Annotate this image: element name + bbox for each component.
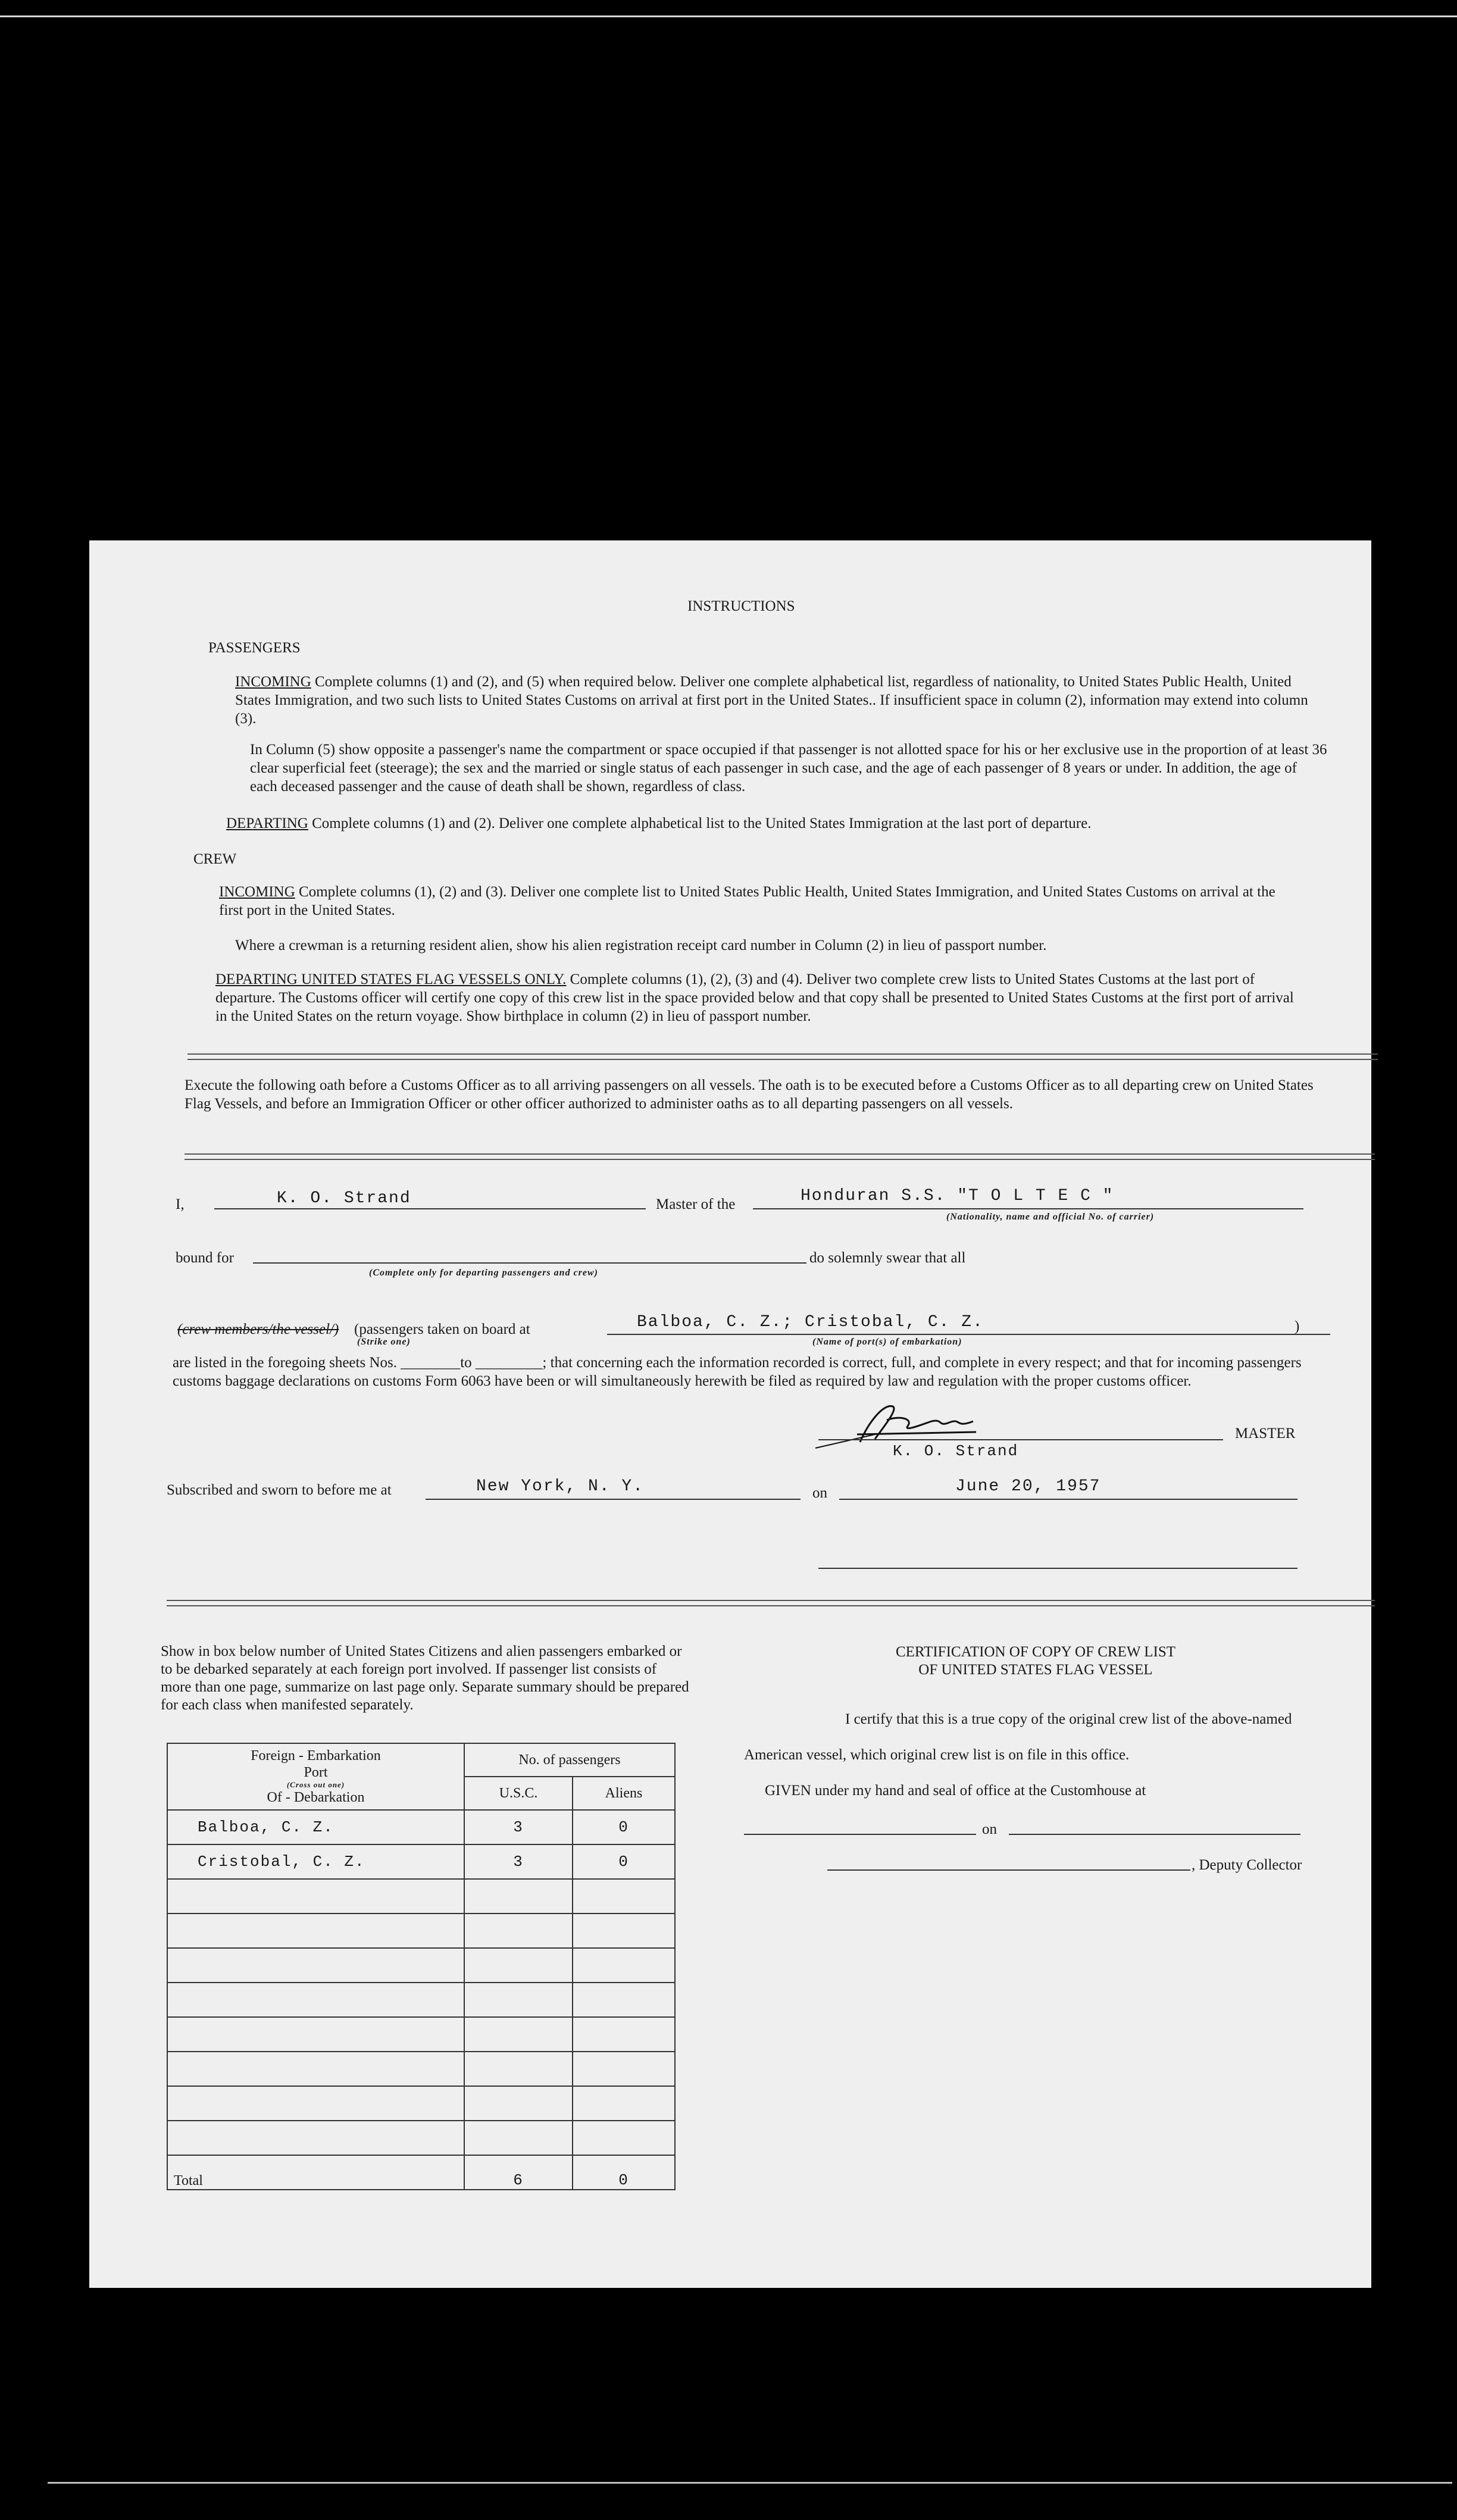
certification-title-2: OF UNITED STATES FLAG VESSEL [918,1662,1153,1678]
customhouse-line [744,1834,976,1835]
sworn-date-line [839,1499,1297,1500]
aliens-cell: 0 [573,1810,675,1844]
swear-text: do solemnly swear that all [809,1250,966,1266]
usc-cell [464,1879,573,1914]
table-row [167,1983,675,2017]
total-usc: 6 [464,2155,573,2190]
blank-signature-line [818,1568,1297,1569]
port-cell: Balboa, C. Z. [167,1810,464,1844]
port-cell [167,2086,464,2121]
passengers-taken-text: (passengers taken on board at [354,1321,530,1337]
sworn-date: June 20, 1957 [955,1477,1101,1496]
port-header-line-2: Port [304,1765,328,1780]
port-cell [167,1914,464,1948]
embarkation-line [607,1334,1330,1335]
certification-text-3: GIVEN under my hand and seal of office at the Customhouse at [765,1783,1146,1799]
flag-vessels-text: Complete columns (1), (2), (3) and (4). Deliver two complete crew lists to United States Customs at the last port of departure. The Customs officer will certify one copy of this crew list in the space provided below and that copy shall be presented to United States Customs at the first port of arrival in the United States on the return voyage. Show birthplace in column (2) in lieu of passport number. [215,971,1294,1024]
table-row [167,1948,675,1983]
document-page [89,540,1371,2288]
aliens-cell [573,2121,675,2155]
table-row [167,1810,675,1844]
usc-cell [464,2121,573,2155]
film-edge-top [0,15,1457,17]
usc-cell: 3 [464,1844,573,1879]
certification-on-label: on [982,1821,997,1837]
ports-caption: (Name of port(s) of embarkation) [812,1337,962,1347]
deputy-collector-label: , Deputy Collector [1192,1857,1302,1873]
usc-cell [464,2052,573,2086]
aliens-cell [573,2017,675,2052]
flag-vessels-paragraph [215,970,1308,1025]
crewman-paragraph: Where a crewman is a returning resident alien, show his alien registration receipt card number in Column (2) in lieu of passport number. [235,937,1047,953]
port-column-header [167,1743,464,1810]
certification-text-2: American vessel, which original crew list is on file in this office. [744,1747,1130,1763]
port-cell [167,1879,464,1914]
struck-crew-text: (crew members/the vessel/) [177,1321,339,1337]
usc-cell [464,1914,573,1948]
port-header-line-3: Of - Debarkation [267,1790,365,1805]
master-of-label: Master of the [656,1196,736,1212]
port-cell [167,2121,464,2155]
table-row [167,2052,675,2086]
usc-cell [464,1983,573,2017]
usc-cell [464,1948,573,1983]
strike-caption: (Strike one) [357,1337,411,1347]
table-row [167,2017,675,2052]
incoming-text: Complete columns (1) and (2), and (5) when required below. Deliver one complete alphabetical list, regardless of nationality, to United States Public Health, United States Immigration, and two such lists to United States Customs on arrival at first port in the United States.. If insufficient space in column (2), information may extend into column (3). [235,674,1308,727]
sworn-place-line [426,1499,801,1500]
crew-heading: CREW [193,851,237,867]
passengers-column-header: No. of passengers [464,1743,675,1777]
listed-text: are listed in the foregoing sheets Nos. ________to _________; that concerning each the information recorded is correct, full, and complete in every respect; and that for incoming passengers customs baggage declarations on customs Form 6063 have been or will simultaneously herewith be filed as required by law and regulation with the proper customs officer. [173,1355,1302,1389]
table-row [167,1914,675,1948]
flag-vessels-label: DEPARTING UNITED STATES FLAG VESSELS ONLY. [215,971,567,987]
usc-cell [464,2017,573,2052]
vessel-caption: (Nationality, name and official No. of carrier) [946,1212,1155,1222]
crew-incoming-text: Complete columns (1), (2) and (3). Deliver one complete list to United States Public Health, United States Immigration, and United States Customs on arrival at the first port in the United States. [219,884,1275,918]
port-cell [167,2052,464,2086]
aliens-column-header: Aliens [573,1777,675,1810]
crew-incoming-paragraph [219,883,1290,920]
master-label: MASTER [1235,1425,1296,1442]
aliens-cell [573,1914,675,1948]
table-row [167,2086,675,2121]
passengers-incoming-paragraph [235,673,1324,728]
cross-out-caption: (Cross out one) [286,1780,345,1789]
bound-for-label: bound for [176,1250,234,1266]
passenger-summary-table [167,1743,676,2190]
subscribed-label: Subscribed and sworn to before me at [167,1482,392,1498]
embarkation-ports: Balboa, C. Z.; Cristobal, C. Z. [637,1313,984,1331]
table-row [167,1844,675,1879]
port-cell [167,2017,464,2052]
certification-title-1: CERTIFICATION OF COPY OF CREW LIST [895,1644,1176,1660]
divider [185,1153,1375,1160]
bound-for-caption: (Complete only for departing passengers and crew) [369,1268,598,1278]
aliens-cell [573,2052,675,2086]
aliens-cell [573,1948,675,1983]
i-label: I, [176,1196,185,1212]
instructions-title: INSTRUCTIONS [687,598,795,614]
bound-for-line [253,1262,806,1264]
port-cell [167,1948,464,1983]
master-name: K. O. Strand [277,1189,411,1208]
passengers-departing-paragraph [226,814,1327,833]
usc-cell: 3 [464,1810,573,1844]
table-row [167,1879,675,1914]
departing-text: Complete columns (1) and (2). Deliver one complete alphabetical list to the United States Immigration at the last port of departure. [312,815,1092,831]
table-row [167,2121,675,2155]
crew-incoming-label: INCOMING [219,884,295,900]
usc-column-header: U.S.C. [464,1777,573,1810]
close-paren: ) [1295,1318,1300,1334]
divider [187,1053,1378,1060]
port-cell: Cristobal, C. Z. [167,1844,464,1879]
certification-text-1: I certify that this is a true copy of the original crew list of the above-named [845,1711,1292,1727]
port-header-line-1: Foreign - Embarkation [251,1748,381,1764]
oath-intro: Execute the following oath before a Customs Officer as to all arriving passengers on all vessels. The oath is to be executed before a Customs Officer as to all departing crew on United States Flag Vessels, and before an Immigration Officer or other officer authorized to administer oaths as to all departing passengers on all vessels. [185,1077,1314,1112]
signature-typed-name: K. O. Strand [893,1442,1019,1460]
deputy-collector-line [827,1869,1190,1871]
aliens-cell [573,1879,675,1914]
aliens-cell [573,2086,675,2121]
total-aliens: 0 [573,2155,675,2190]
sworn-place: New York, N. Y. [476,1477,645,1496]
passengers-heading: PASSENGERS [208,640,301,656]
master-signature-line [818,1439,1223,1440]
certification-date-line [1009,1834,1300,1835]
vessel-name: Honduran S.S. "T O L T E C " [801,1187,1114,1205]
total-label: Total [167,2155,464,2190]
summary-intro: Show in box below number of United States Citizens and alien passengers embarked or to be debarked separately at each foreign port involved. If passenger list consists of more than one page, summarize on last page only. Separate summary should be prepared for each class when manifested separately. [161,1643,689,1713]
port-cell [167,1983,464,2017]
master-name-line [214,1208,646,1209]
vessel-line [753,1208,1303,1209]
departing-label: DEPARTING [226,815,308,831]
aliens-cell: 0 [573,1844,675,1879]
usc-cell [464,2086,573,2121]
divider [167,1600,1375,1606]
sworn-on-label: on [812,1485,827,1501]
column5-paragraph: In Column (5) show opposite a passenger's name the compartment or space occupied if that passenger is not allotted space for his or her exclusive use in the proportion of at least 36 clear superficial feet (steerage); the sex and the married or single status of each passenger in such case, and the age of each passenger of 8 years or under. In addition, the age of each deceased passenger and the cause of death shall be shown, regardless of class. [250,742,1327,795]
aliens-cell [573,1983,675,2017]
total-row [167,2155,675,2190]
film-edge-bottom [48,2482,1452,2484]
incoming-label: INCOMING [235,674,311,690]
